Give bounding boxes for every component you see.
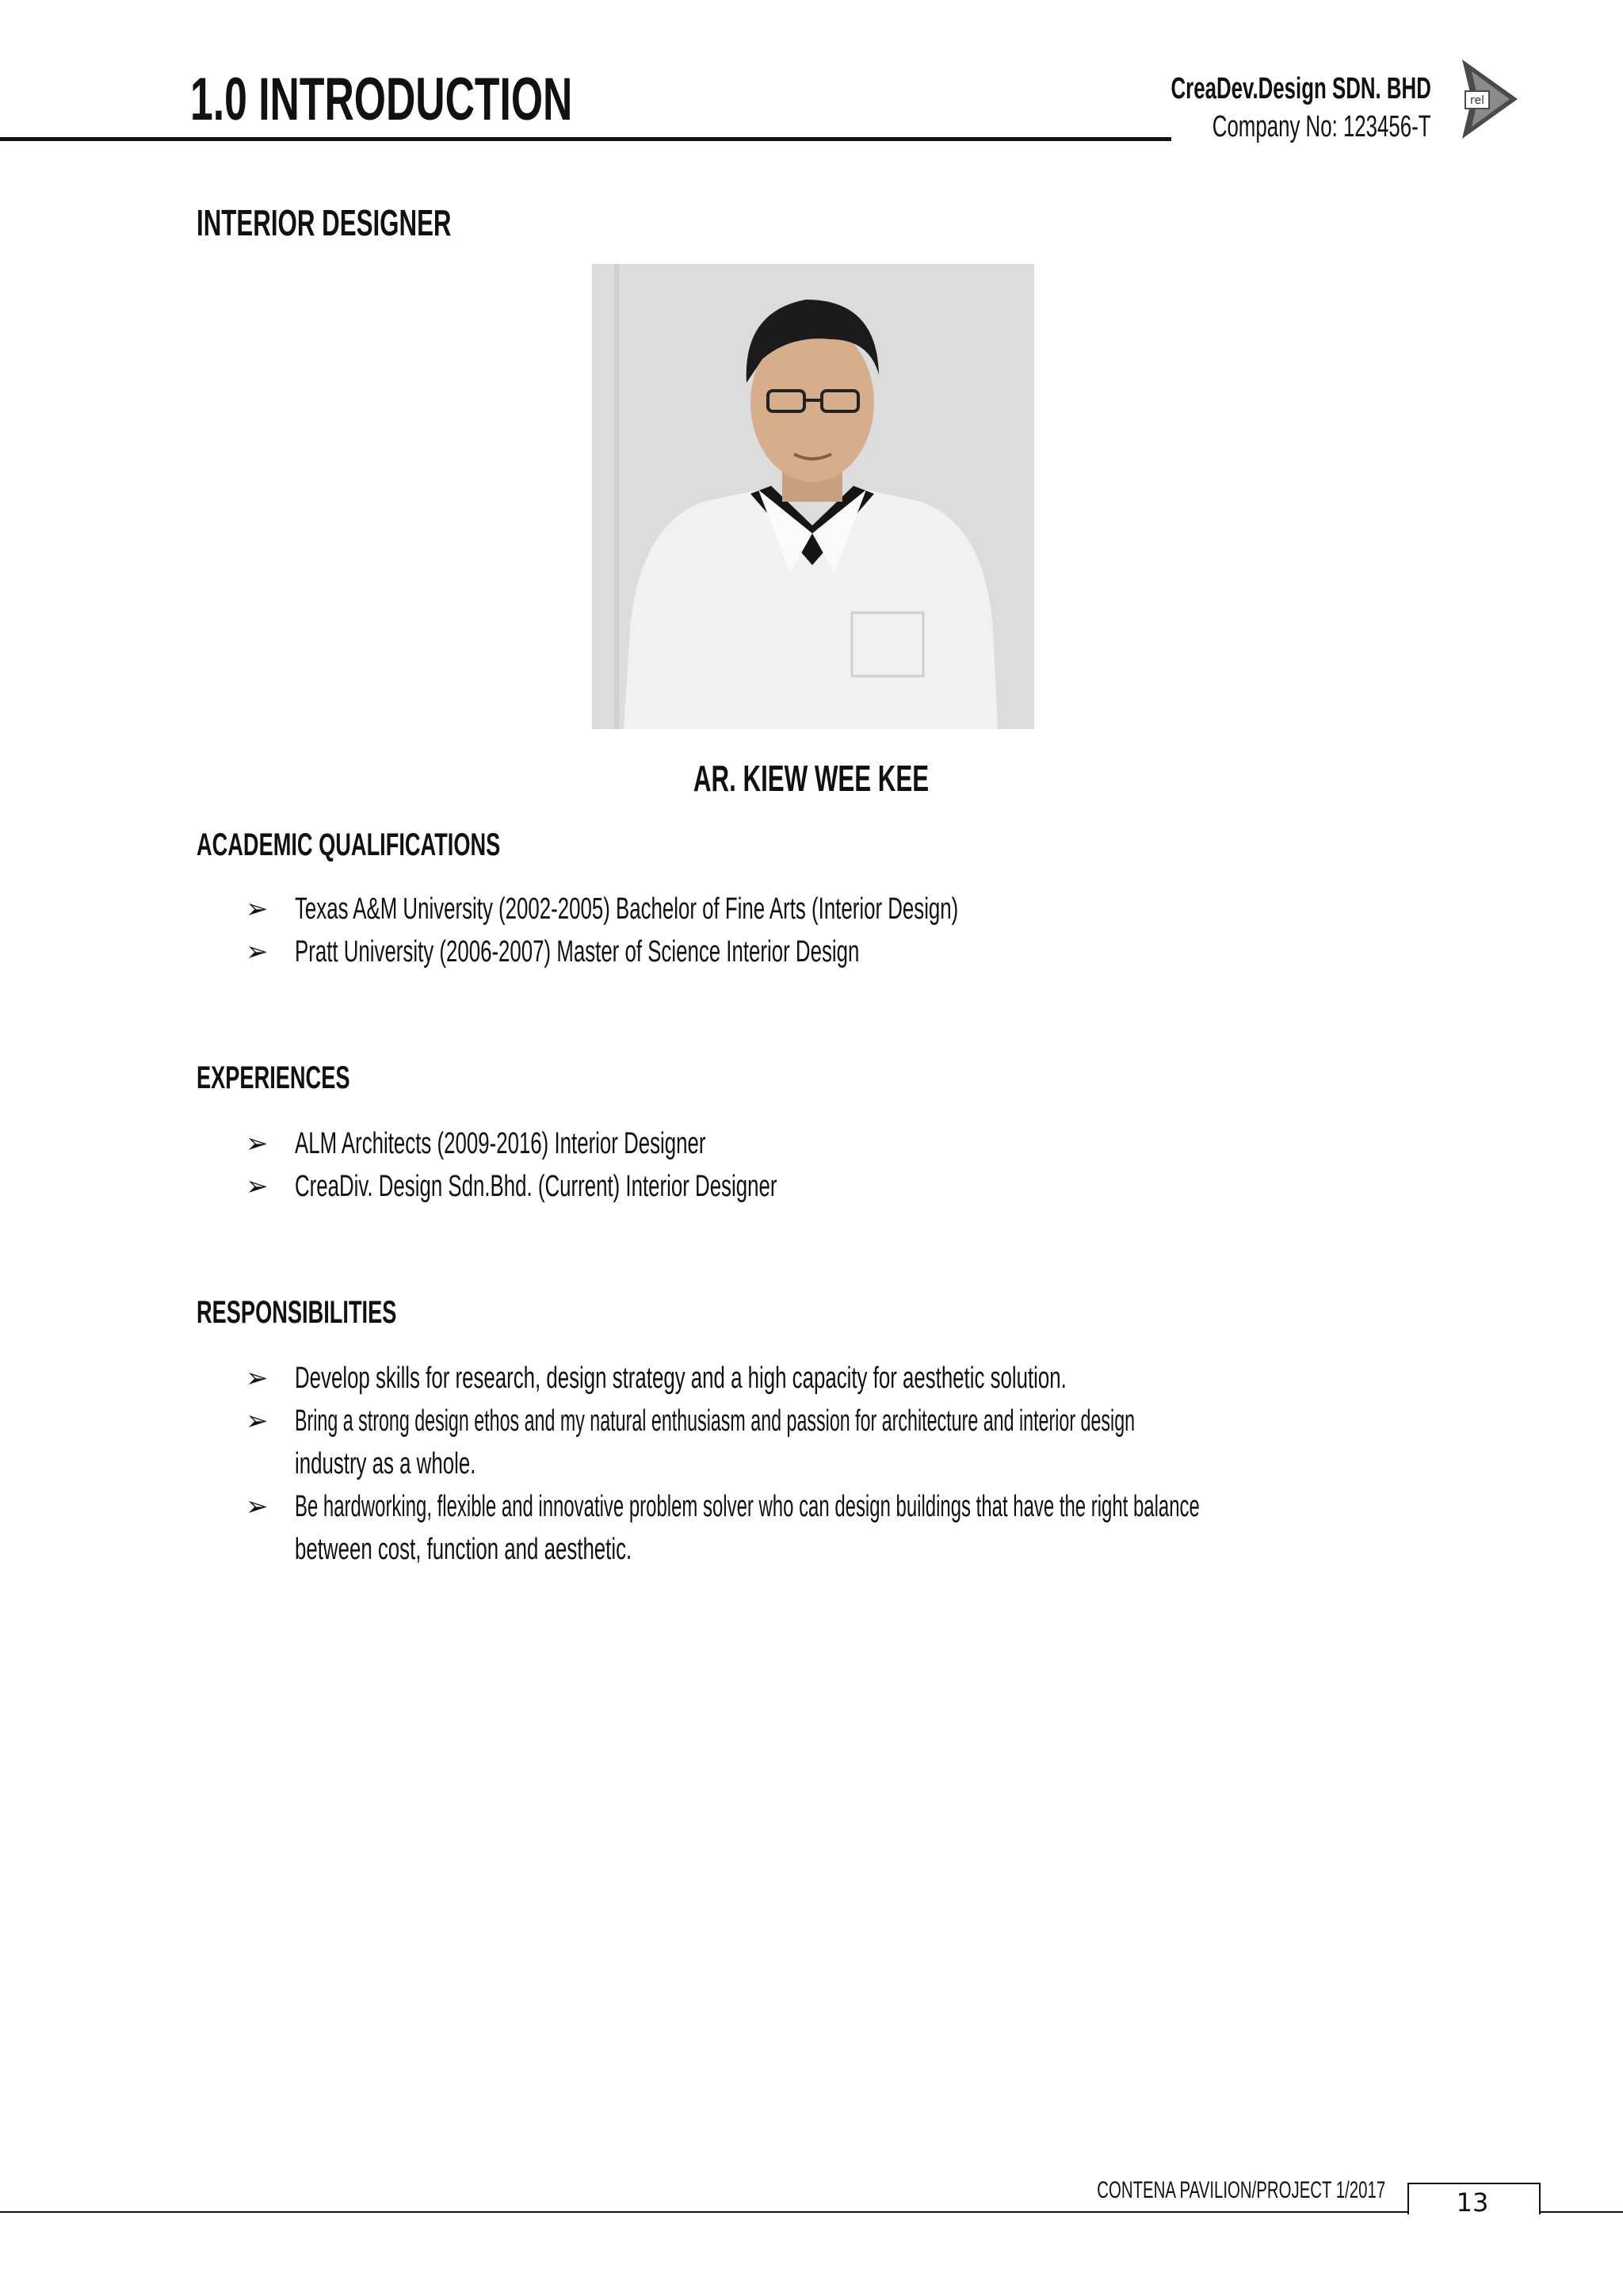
footer-rule [0, 2211, 1623, 2213]
arrow-bullet-icon: ➢ [246, 937, 269, 967]
arrow-bullet-icon: ➢ [246, 1129, 269, 1159]
company-logo-icon [1454, 55, 1526, 143]
company-number: Company No: 123456-T [1212, 109, 1431, 143]
page-title: 1.0 INTRODUCTION [190, 66, 573, 133]
academic-heading: ACADEMIC QUALIFICATIONS [197, 827, 501, 862]
arrow-bullet-icon: ➢ [246, 1363, 269, 1393]
role-heading: INTERIOR DESIGNER [197, 202, 452, 243]
arrow-bullet-icon: ➢ [246, 1406, 269, 1436]
company-name: CreaDev.Design SDN. BHD [1170, 72, 1431, 105]
experiences-list [246, 1122, 1430, 1208]
arrow-bullet-icon: ➢ [246, 1492, 269, 1522]
portrait-illustration [592, 264, 1034, 729]
company-block [1048, 73, 1431, 145]
person-name: AR. KIEW WEE KEE [693, 758, 930, 799]
list-item: ➢ Develop skills for research, design strategy and a high capacity for aesthetic solution. [246, 1357, 1430, 1400]
list-item: ➢ Be hardworking, flexible and innovative problem solver who can design buildings that have the right balance between cost, function and aesthetic. [246, 1485, 1430, 1571]
list-item: ➢ ALM Architects (2009-2016) Interior Designer [246, 1122, 1430, 1165]
list-item: ➢ Bring a strong design ethos and my natural enthusiasm and passion for architecture and interior design industry as a whole. [246, 1400, 1430, 1485]
footer-project: CONTENA PAVILION/PROJECT 1/2017 [1097, 2177, 1385, 2203]
list-item: ➢ Pratt University (2006-2007) Master of Science Interior Design [246, 930, 1430, 973]
logo-text: rel [1470, 94, 1484, 107]
arrow-bullet-icon: ➢ [246, 894, 269, 924]
arrow-bullet-icon: ➢ [246, 1171, 269, 1201]
list-item: ➢ CreaDiv. Design Sdn.Bhd. (Current) Interior Designer [246, 1165, 1430, 1208]
portrait-photo [592, 264, 1034, 729]
page-number: 13 [1456, 2187, 1489, 2218]
list-item: ➢ Texas A&M University (2002-2005) Bachelor of Fine Arts (Interior Design) [246, 888, 1430, 930]
responsibilities-list [246, 1357, 1430, 1571]
responsibilities-heading: RESPONSIBILITIES [197, 1295, 397, 1330]
experiences-heading: EXPERIENCES [197, 1060, 350, 1095]
header-rule [0, 137, 1171, 141]
academic-list [246, 888, 1430, 973]
